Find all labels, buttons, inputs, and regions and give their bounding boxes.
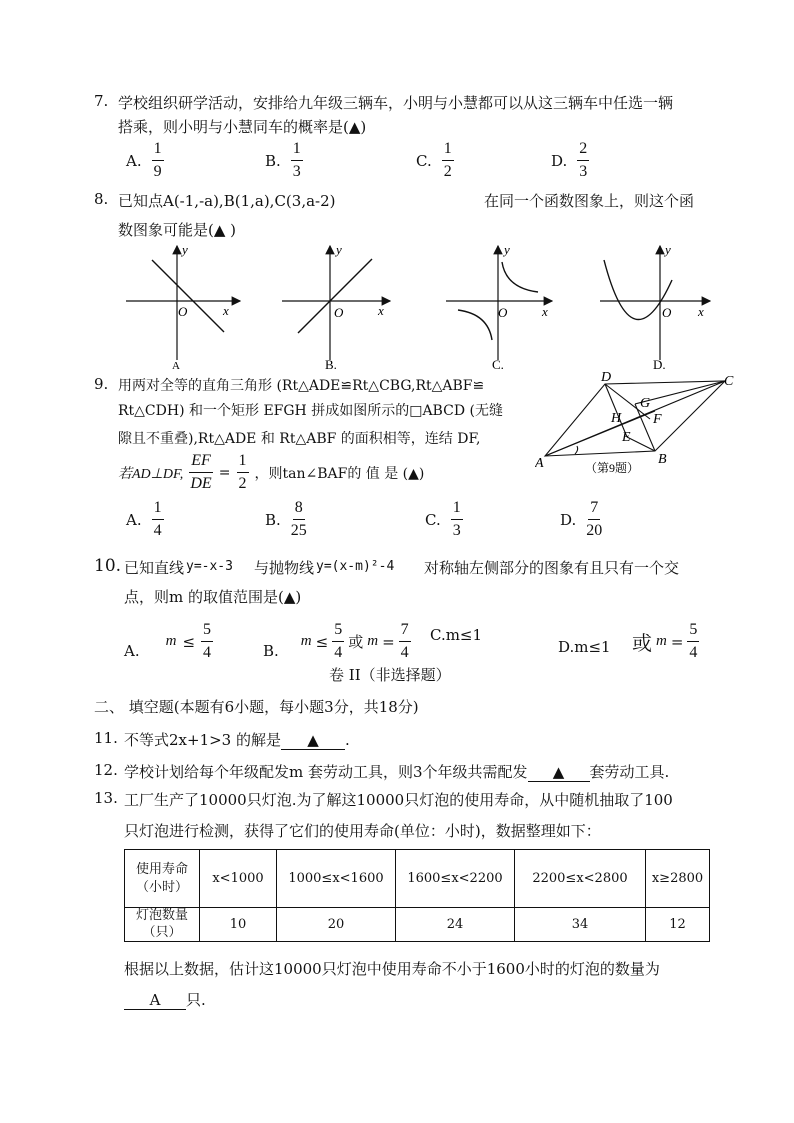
q9-parallelogram-figure <box>535 370 745 482</box>
fraction: $\frac{1}{3}$ <box>292 140 301 180</box>
lifespan-table <box>124 849 710 942</box>
y-axis-label: y <box>182 242 188 257</box>
table-cell: x<1000 <box>200 850 277 908</box>
q12-number: 12. <box>94 761 118 779</box>
table-cell: 1600≤x<2200 <box>396 850 515 908</box>
svg-text:O: O <box>334 305 344 320</box>
q8-stem-line2: 数图象可能是(▲ ) <box>118 221 237 239</box>
q13-stem-line1: 工厂生产了10000只灯泡.为了解这10000只灯泡的使用寿命，从中随机抽取了100 <box>124 791 673 809</box>
q8-number: 8. <box>94 190 109 208</box>
q9-option-a: A. $\frac{1}{4}$ <box>126 499 162 539</box>
q13-stem-line2: 只灯泡进行检测，获得了它们的使用寿命(单位：小时)，数据整理如下： <box>124 822 601 840</box>
fraction: $\frac{5}{4}$ <box>203 621 212 661</box>
q7-option-a: A. $\frac{1}{9}$ <box>126 140 162 180</box>
svg-text:x: x <box>698 304 704 319</box>
decreasing-line <box>152 260 224 332</box>
fraction: $\frac{2}{3}$ <box>579 140 588 180</box>
table-cell: 20 <box>277 908 396 942</box>
table-cell: 12 <box>646 908 710 942</box>
q12-question: 学校计划给每个年级配发m 套劳动工具，则3个年级共需配发 ▲ 套劳动工具. <box>124 763 670 781</box>
origin-label: O <box>178 304 188 319</box>
table-cell: 10 <box>200 908 277 942</box>
svg-text:y: y <box>504 242 510 257</box>
q10-option-d-extra: 或 m = $\frac{5}{4}$ <box>632 621 698 661</box>
point-d: D <box>601 370 612 385</box>
row-header: 灯泡数量 （只） <box>125 908 200 942</box>
fraction: $\frac{1}{4}$ <box>153 499 162 539</box>
point-g: G <box>640 396 651 411</box>
fraction: $\frac{1}{3}$ <box>452 499 461 539</box>
q13-answer-line: A 只. <box>124 989 206 1010</box>
q13-number: 13. <box>94 789 118 807</box>
q11-answer-blank[interactable]: ▲ <box>281 731 345 750</box>
q10-option-a: A. m ≤ $\frac{5}{4}$ <box>124 621 212 661</box>
graph-label-a: A <box>172 360 180 372</box>
q9-option-c: C. $\frac{1}{3}$ <box>425 499 461 539</box>
q10-option-d: D.m≤1 <box>558 638 611 656</box>
q12-answer-blank[interactable]: ▲ <box>528 763 590 782</box>
table-cell: 34 <box>515 908 646 942</box>
svg-text:y: y <box>665 242 671 257</box>
q11-number: 11. <box>94 729 118 747</box>
fraction: $\frac{7}{4}$ <box>400 621 409 661</box>
point-b: B <box>658 452 667 467</box>
graph-label-d: D. <box>653 357 666 372</box>
svg-text:O: O <box>498 305 508 320</box>
q11-question: 不等式2x+1>3 的解是 ▲ . <box>124 731 350 749</box>
q9-condition: 若AD⊥DF, $\frac{EF}{DE}$ = $\frac{1}{2}$ ，则tan∠BAF的 值 是 (▲) <box>118 452 425 492</box>
section-heading: 二、 填空题(本题有6小题，每小题3分，共18分) <box>94 698 419 716</box>
svg-text:x: x <box>542 304 548 319</box>
x-axis-label: x <box>223 303 229 318</box>
point-a: A <box>535 456 544 471</box>
table-row <box>125 850 710 908</box>
q10-option-b: B. m ≤ $\frac{5}{4}$ 或 m = $\frac{7}{4}$ <box>263 621 409 661</box>
table-cell: 1000≤x<1600 <box>277 850 396 908</box>
increasing-line <box>298 259 372 333</box>
graph-label-c: C. <box>492 357 504 372</box>
q8-stem-line1a: 已知点A(-1,-a),B(1,a),C(3,a-2) <box>118 192 336 210</box>
q10-stem-part3: 对称轴左侧部分的图象有且只有一个交 <box>424 559 680 577</box>
q10-stem-part1: 已知直线 <box>124 559 185 577</box>
row-header: 使用寿命 （小时） <box>125 850 200 908</box>
svg-text:O: O <box>662 305 672 320</box>
point-h: H <box>611 411 622 426</box>
fraction: $\frac{5}{4}$ <box>334 621 343 661</box>
table-cell: 2200≤x<2800 <box>515 850 646 908</box>
q10-line-equation: y=-x-3 <box>186 559 233 574</box>
table-cell: 24 <box>396 908 515 942</box>
fraction: $\frac{1}{9}$ <box>153 140 162 180</box>
q13-stem-line3: 根据以上数据，估计这10000只灯泡中使用寿命不小于1600小时的灯泡的数量为 <box>124 960 660 978</box>
svg-text:x: x <box>378 303 384 318</box>
q9-stem-line3: 隙且不重叠),Rt△ADE 和 Rt△ABF 的面积相等，连结 DF, <box>118 431 481 447</box>
q10-option-c: C.m≤1 <box>430 626 483 644</box>
point-e: E <box>622 430 631 445</box>
graph-c <box>446 242 552 372</box>
q9-stem-line2: Rt△CDH) 和一个矩形 EFGH 拼成如图所示的□ABCD (无缝 <box>118 403 503 419</box>
table-row <box>125 908 710 942</box>
q10-stem-part2: 与抛物线 <box>254 559 315 577</box>
section-title: 卷 II（非选择题） <box>329 666 451 684</box>
graph-b <box>282 242 390 372</box>
fraction: $\frac{7}{20}$ <box>586 499 603 539</box>
q9-stem-line1: 用两对全等的直角三角形 (Rt△ADE≌Rt△CBG,Rt△ABF≌ <box>118 378 485 394</box>
fraction-one-half: $\frac{1}{2}$ <box>238 452 247 492</box>
point-c: C <box>724 374 734 389</box>
fraction-ef-de: $\frac{EF}{DE}$ <box>190 452 212 492</box>
fraction: $\frac{1}{2}$ <box>443 140 452 180</box>
q10-stem-line2: 点，则m 的取值范围是(▲) <box>124 588 302 606</box>
q7-number: 7. <box>94 92 109 110</box>
q7-option-d: D. $\frac{2}{3}$ <box>551 140 588 180</box>
fraction: $\frac{8}{25}$ <box>290 499 307 539</box>
point-f: F <box>653 412 662 427</box>
q10-number: 10. <box>94 556 122 576</box>
svg-text:y: y <box>336 242 342 257</box>
graph-d <box>600 242 710 372</box>
figure-caption: （第9题） <box>585 461 640 475</box>
hyperbola-branch-2 <box>458 310 492 340</box>
graph-label-b: B. <box>325 357 337 372</box>
q9-option-b: B. $\frac{8}{25}$ <box>265 499 307 539</box>
q13-answer-blank[interactable]: A <box>124 991 186 1010</box>
q9-number: 9. <box>94 375 109 393</box>
q7-stem-line2: 搭乘，则小明与小慧同车的概率是(▲) <box>118 118 367 136</box>
q10-parabola-equation: y=(x-m)²-4 <box>316 559 395 574</box>
q7-option-b: B. $\frac{1}{3}$ <box>265 140 301 180</box>
hyperbola-branch-1 <box>502 262 538 292</box>
q8-stem-line1b: 在同一个函数图象上，则这个函 <box>484 192 695 210</box>
q7-stem-line1: 学校组织研学活动，安排给九年级三辆车，小明与小慧都可以从这三辆车中任选一辆 <box>118 94 674 112</box>
graph-a <box>126 242 240 372</box>
q7-option-c: C. $\frac{1}{2}$ <box>416 140 452 180</box>
fraction: $\frac{5}{4}$ <box>689 621 698 661</box>
q9-option-d: D. $\frac{7}{20}$ <box>560 499 603 539</box>
q8-graph-options <box>120 240 720 372</box>
table-cell: x≥2800 <box>646 850 710 908</box>
